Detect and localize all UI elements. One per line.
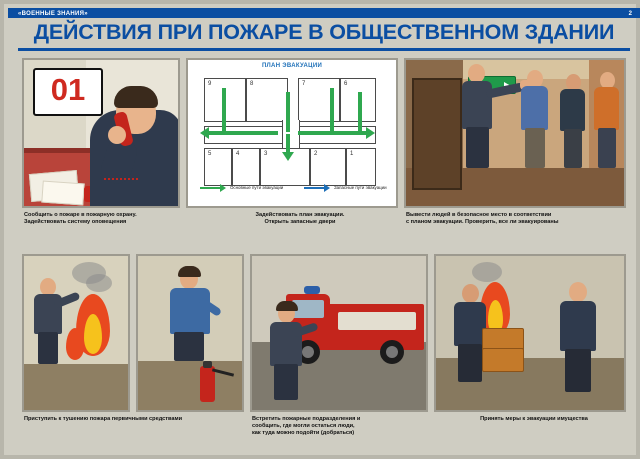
caption-line: Задействовать план эвакуации. bbox=[255, 212, 345, 218]
person-evacuee bbox=[592, 72, 622, 168]
room-label: 3 bbox=[264, 151, 268, 157]
person-evacuee bbox=[558, 74, 588, 168]
legend-row bbox=[196, 184, 388, 193]
person-guide bbox=[458, 64, 498, 168]
route-arrow-head bbox=[366, 127, 375, 139]
fire-truck-panel bbox=[338, 312, 416, 330]
extinguisher-valve bbox=[203, 361, 212, 368]
person-torso bbox=[521, 86, 548, 130]
route-arrow bbox=[222, 88, 226, 132]
route-arrow bbox=[330, 88, 334, 132]
route-arrow-head bbox=[282, 152, 294, 161]
person-legs bbox=[38, 332, 58, 364]
paper-sheet bbox=[41, 181, 84, 206]
room-label: 2 bbox=[314, 151, 318, 157]
room-label: 7 bbox=[302, 81, 306, 87]
legend-arrow-main bbox=[220, 184, 226, 192]
person-meeting-firefighters bbox=[266, 304, 306, 400]
carried-box bbox=[482, 348, 524, 372]
person-torso bbox=[560, 89, 585, 131]
emergency-number-box bbox=[33, 68, 103, 116]
route-arrow bbox=[286, 92, 290, 132]
person-assisting bbox=[556, 282, 600, 392]
caption-extinguish-fire bbox=[22, 416, 244, 423]
person-head bbox=[569, 282, 587, 302]
person-legs bbox=[565, 349, 591, 392]
panel-7-illustration bbox=[434, 254, 626, 412]
flame-inner bbox=[84, 314, 102, 354]
panel-call-fire-service bbox=[22, 58, 180, 208]
panel-extinguisher bbox=[136, 254, 244, 412]
person-hand bbox=[108, 126, 126, 144]
caption-line: сообщить, где могли остаться люди, bbox=[252, 423, 355, 430]
panel-2-illustration bbox=[186, 58, 398, 208]
legend-arrow-reserve bbox=[324, 184, 330, 192]
fire-truck-wheel bbox=[380, 340, 404, 364]
panel-evacuate-people bbox=[404, 58, 626, 208]
plan-legend bbox=[196, 184, 388, 202]
header-bar bbox=[8, 8, 640, 18]
room-label: 9 bbox=[208, 81, 212, 87]
plan-title: ПЛАН ЭВАКУАЦИИ bbox=[261, 63, 323, 69]
panel-evacuate-property bbox=[434, 254, 626, 412]
route-arrow bbox=[208, 131, 278, 135]
beacon-light bbox=[304, 286, 320, 294]
person-torso bbox=[462, 81, 492, 129]
panel-4-illustration bbox=[22, 254, 130, 412]
smoke-cloud bbox=[86, 274, 112, 292]
panel-evacuation-plan bbox=[186, 58, 398, 208]
panel-fire-scene bbox=[22, 254, 130, 412]
person-legs bbox=[525, 128, 545, 168]
emergency-number-text: 01 bbox=[50, 72, 86, 107]
room-label: 6 bbox=[344, 81, 348, 87]
room-label: 5 bbox=[208, 151, 212, 157]
person-with-extinguisher bbox=[164, 269, 216, 361]
person-hair bbox=[276, 301, 298, 311]
person-torso bbox=[170, 288, 210, 334]
room-1 bbox=[346, 148, 376, 186]
person-evacuee bbox=[518, 70, 552, 168]
panel-6-illustration bbox=[250, 254, 428, 412]
person-legs bbox=[466, 127, 489, 168]
phone-cord bbox=[104, 148, 138, 180]
floor bbox=[24, 364, 128, 410]
room-4 bbox=[232, 148, 260, 186]
door bbox=[412, 78, 462, 190]
caption-evacuate-property bbox=[434, 416, 630, 423]
flame bbox=[66, 328, 84, 360]
panel-1-illustration bbox=[22, 58, 180, 208]
room-2 bbox=[310, 148, 346, 186]
person-reacting bbox=[30, 278, 66, 364]
caption-line: Встретить пожарные подразделения и bbox=[252, 416, 361, 422]
caption-line: Приступить к тушению пожара первичными средствами bbox=[24, 416, 183, 422]
caption-line: с планом эвакуации. Проверить, все ли эвакуированы bbox=[406, 219, 559, 226]
title-divider bbox=[18, 48, 630, 51]
caption-line: Вывести людей в безопасное место в соответствии bbox=[406, 212, 552, 218]
room-label: 4 bbox=[236, 151, 240, 157]
panel-3-illustration bbox=[404, 58, 626, 208]
caption-line: Принять меры к эвакуации имущества bbox=[480, 416, 588, 422]
person-legs bbox=[598, 128, 616, 168]
route-arrow-head bbox=[200, 127, 209, 139]
room-5 bbox=[204, 148, 232, 186]
page-title: ДЕЙСТВИЯ ПРИ ПОЖАРЕ В ОБЩЕСТВЕННОМ ЗДАНИИ bbox=[33, 20, 615, 44]
person-torso bbox=[560, 301, 596, 351]
legend-swatch-reserve bbox=[304, 187, 324, 189]
person-legs bbox=[274, 364, 298, 400]
legend-label-main: Основные пути эвакуации bbox=[230, 185, 284, 190]
caption-evacuate-people bbox=[404, 212, 630, 226]
caption-line: Открыть запасные двери bbox=[264, 219, 336, 226]
publisher-brand: «ВОЕННЫЕ ЗНАНИЯ» bbox=[18, 11, 88, 17]
caption-meet-firefighters bbox=[250, 416, 430, 438]
floor bbox=[138, 361, 242, 410]
caption-line: Задействовать систему оповещения bbox=[24, 219, 127, 226]
panel-5-illustration bbox=[136, 254, 244, 412]
caption-line: Сообщить о пожаре в пожарную охрану. bbox=[24, 212, 137, 218]
person-torso bbox=[594, 87, 619, 130]
smoke-cloud bbox=[472, 262, 502, 282]
person-legs bbox=[174, 332, 204, 361]
caption-call-fire-service bbox=[22, 212, 200, 226]
caption-line: как туда можно подойти (добраться) bbox=[252, 430, 355, 437]
person-legs bbox=[564, 129, 582, 168]
room-8 bbox=[246, 78, 288, 122]
room-label: 1 bbox=[350, 151, 354, 157]
room-label: 8 bbox=[250, 81, 254, 87]
page-number: 2 bbox=[628, 11, 632, 17]
person-head bbox=[462, 284, 479, 303]
person-hair bbox=[178, 266, 201, 277]
caption-evacuation-plan bbox=[200, 212, 396, 226]
legend-label-reserve: Запасные пути эвакуации bbox=[334, 185, 387, 190]
route-arrow bbox=[358, 92, 362, 132]
person-legs bbox=[458, 344, 482, 382]
floor-plan bbox=[198, 74, 386, 182]
legend-swatch-main bbox=[200, 187, 220, 189]
person-hair bbox=[114, 86, 158, 108]
panel-meet-firefighters bbox=[250, 254, 428, 412]
